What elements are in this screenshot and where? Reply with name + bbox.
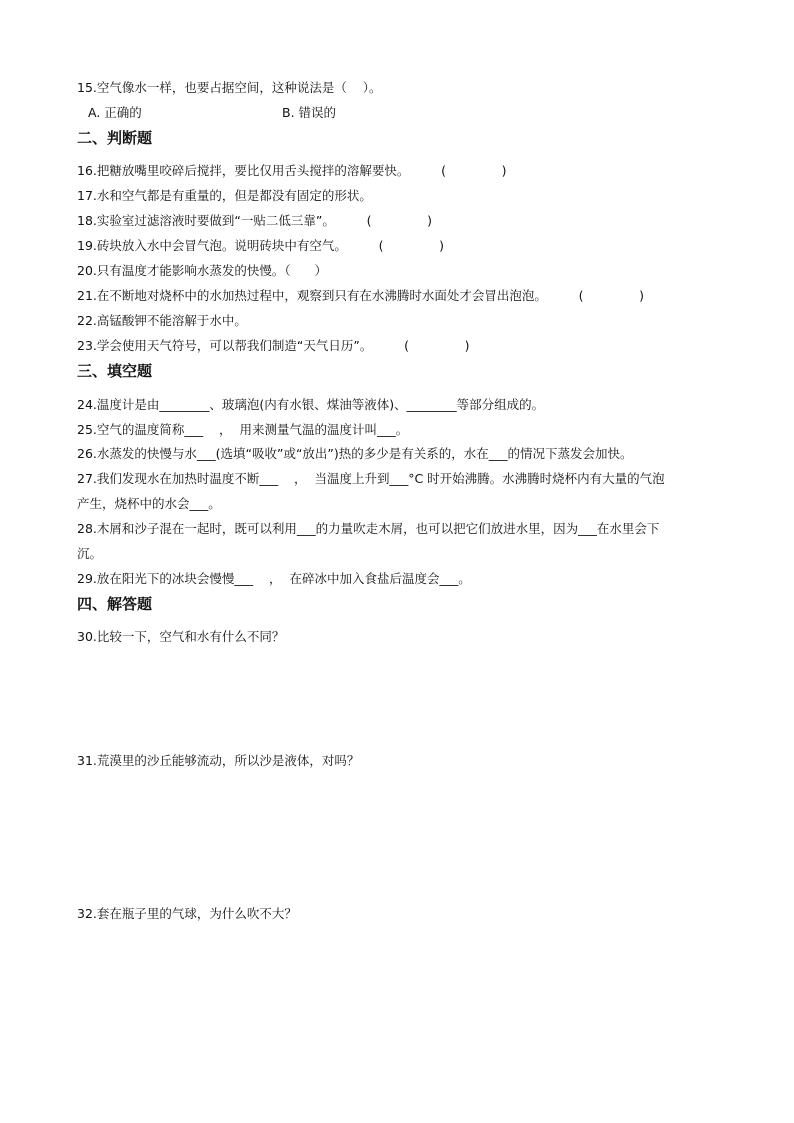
question-29: 29.放在阳光下的冰块会慢慢___ ， 在碎冰中加入食盐后温度会___。 bbox=[77, 571, 471, 586]
question-23: 23.学会使用天气符号，可以帮我们制造“天气日历”。 ( ) bbox=[77, 338, 470, 353]
question-19: 19.砖块放入水中会冒气泡。说明砖块中有空气。 ( ) bbox=[77, 238, 445, 253]
question-20: 20.只有温度才能影响水蒸发的快慢。（ ） bbox=[77, 263, 327, 278]
question-28-line1: 28.木屑和沙子混在一起时，既可以利用___的力量吹走木屑，也可以把它们放进水里，因为___在水里会下 bbox=[77, 521, 660, 536]
question-32: 32.套在瓶子里的气球，为什么吹不大？ bbox=[77, 906, 297, 921]
q15-option-a: A. 正确的 bbox=[88, 105, 142, 120]
question-21: 21.在不断地对烧杯中的水加热过程中，观察到只有在水沸腾时水面处才会冒出泡泡。 ( ) bbox=[77, 288, 645, 303]
question-18: 18.实验室过滤溶液时要做到“一贴二低三靠”。 ( ) bbox=[77, 213, 432, 228]
question-31: 31.荒漠里的沙丘能够流动，所以沙是液体，对吗？ bbox=[77, 753, 360, 768]
question-25: 25.空气的温度简称___ ， 用来测量气温的温度计叫___。 bbox=[77, 422, 409, 437]
section-heading-answer: 四、解答题 bbox=[77, 595, 153, 613]
section-heading-fill-in: 三、填空题 bbox=[77, 362, 153, 380]
question-15: 15.空气像水一样，也要占据空间，这种说法是（ ）。 bbox=[77, 80, 382, 95]
question-27-line1: 27.我们发现水在加热时温度不断___ ， 当温度上升到___°C 时开始沸腾。水沸腾时烧杯内有大量的气泡 bbox=[77, 471, 665, 486]
section-heading-judgment: 二、判断题 bbox=[77, 129, 153, 147]
question-16: 16.把糖放嘴里咬碎后搅拌，要比仅用舌头搅拌的溶解要快。 ( ) bbox=[77, 163, 507, 178]
question-30: 30.比较一下，空气和水有什么不同？ bbox=[77, 629, 285, 644]
q15-option-b: B. 错误的 bbox=[282, 105, 337, 120]
question-17: 17.水和空气都是有重量的，但是都没有固定的形状。 bbox=[77, 188, 372, 203]
question-26: 26.水蒸发的快慢与水___(选填“吸收”或“放出”)热的多少是有关系的，水在___的情况下蒸发会加快。 bbox=[77, 446, 633, 461]
question-27-line2: 产生，烧杯中的水会___。 bbox=[77, 496, 221, 511]
question-22: 22.高锰酸钾不能溶解于水中。 bbox=[77, 313, 247, 328]
question-28-line2: 沉。 bbox=[77, 546, 103, 561]
question-24: 24.温度计是由________、玻璃泡(内有水银、煤油等液体)、________等部分组成的。 bbox=[77, 397, 545, 412]
